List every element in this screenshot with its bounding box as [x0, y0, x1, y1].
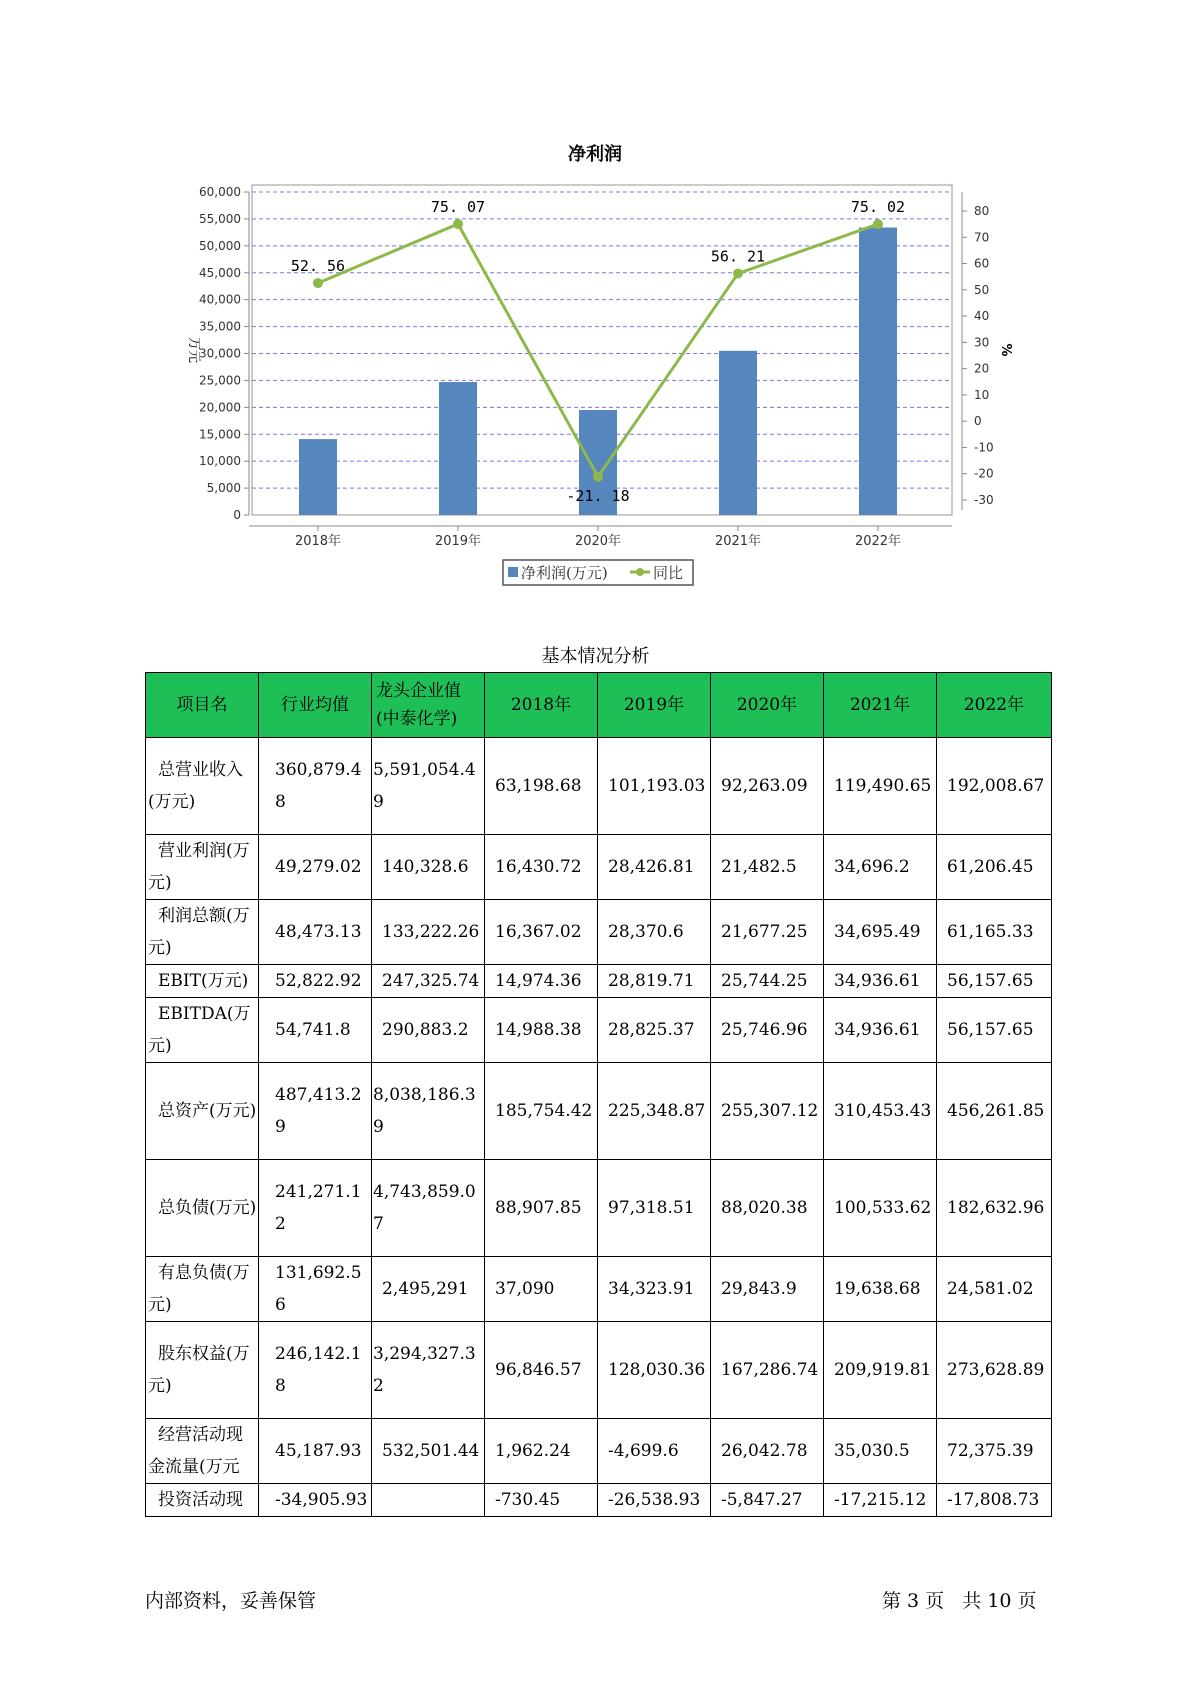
table-cell: 140,328.6	[372, 835, 485, 900]
x-tick-label: 2021年	[714, 534, 762, 549]
table-cell: -26,538.93	[598, 1484, 711, 1517]
table-cell: -4,699.6	[598, 1419, 711, 1484]
table-cell: 28,426.81	[598, 835, 711, 900]
table-row	[146, 1063, 1052, 1160]
x-tick-label: 2019年	[434, 534, 482, 549]
table-row	[146, 738, 1052, 835]
table-cell: 3,294,327.32	[372, 1322, 485, 1419]
table-cell: 37,090	[485, 1257, 598, 1322]
right-tick-label: -10	[974, 440, 994, 455]
right-tick-label: 60	[974, 256, 990, 271]
column-header: 2021年	[824, 673, 937, 738]
table-cell: 14,974.36	[485, 965, 598, 998]
right-axis	[962, 192, 994, 510]
table-cell: 34,696.2	[824, 835, 937, 900]
footer-confidential-note: 内部资料，妥善保管	[145, 1590, 317, 1612]
row-label: EBITDA(万元)	[146, 998, 259, 1063]
legend-bar-label: 净利润(万元)	[521, 564, 608, 582]
table-cell: 2,495,291	[372, 1257, 485, 1322]
table-cell: 26,042.78	[711, 1419, 824, 1484]
table-cell: 209,919.81	[824, 1322, 937, 1419]
table-cell: 61,206.45	[937, 835, 1052, 900]
row-label: 经营活动现金流量(万元	[146, 1419, 259, 1484]
table-cell: 34,936.61	[824, 965, 937, 998]
net-profit-chart	[0, 0, 1191, 600]
column-header: 龙头企业值(中泰化学)	[372, 673, 485, 738]
left-axis	[199, 185, 249, 522]
footer-page-number: 第 3 页 共 10 页	[882, 1590, 1037, 1612]
table-cell: -17,215.12	[824, 1484, 937, 1517]
left-tick-label: 55,000	[199, 211, 241, 226]
table-cell: 56,157.65	[937, 998, 1052, 1063]
table-cell: 1,962.24	[485, 1419, 598, 1484]
table-cell: 45,187.93	[259, 1419, 372, 1484]
legend-line-marker	[636, 568, 644, 576]
y-axis-label: 万元	[186, 336, 201, 364]
table-row	[146, 835, 1052, 900]
right-tick-label: 70	[974, 230, 990, 245]
left-tick-label: 20,000	[199, 400, 241, 415]
column-header: 2022年	[937, 673, 1052, 738]
left-tick-label: 0	[233, 508, 241, 522]
yoy-data-label: 52. 56	[290, 257, 346, 276]
right-tick-label: -20	[974, 466, 994, 481]
x-tick-label: 2018年	[294, 534, 342, 549]
right-tick-label: 80	[974, 204, 990, 218]
table-row	[146, 965, 1052, 998]
table-cell: 63,198.68	[485, 738, 598, 835]
table-cell: 101,193.03	[598, 738, 711, 835]
yoy-data-label: 75. 02	[850, 198, 906, 217]
left-tick-label: 15,000	[199, 427, 241, 442]
row-label: EBIT(万元)	[146, 965, 259, 998]
row-label: 股东权益(万元)	[146, 1322, 259, 1419]
table-cell: 56,157.65	[937, 965, 1052, 998]
right-tick-label: 0	[974, 414, 982, 429]
x-tick-label: 2020年	[574, 534, 622, 549]
table-cell: 52,822.92	[259, 965, 372, 998]
left-tick-label: 40,000	[199, 292, 241, 307]
table-cell: 14,988.38	[485, 998, 598, 1063]
y2-axis-label: %	[998, 343, 1013, 357]
right-tick-label: 50	[974, 282, 990, 297]
table-cell: 34,323.91	[598, 1257, 711, 1322]
table-cell: 167,286.74	[711, 1322, 824, 1419]
row-label: 利润总额(万元)	[146, 900, 259, 965]
table-cell: 360,879.48	[259, 738, 372, 835]
x-axis	[249, 526, 952, 549]
table-row	[146, 900, 1052, 965]
row-label: 总营业收入(万元)	[146, 738, 259, 835]
column-header: 项目名	[146, 673, 259, 738]
table-cell: 255,307.12	[711, 1063, 824, 1160]
left-tick-label: 5,000	[206, 481, 241, 496]
table-cell: 16,367.02	[485, 900, 598, 965]
row-label: 营业利润(万元)	[146, 835, 259, 900]
bar	[719, 351, 757, 515]
table-cell: 532,501.44	[372, 1419, 485, 1484]
left-tick-label: 10,000	[199, 454, 241, 469]
legend-bar-swatch	[508, 567, 518, 577]
table-cell: 192,008.67	[937, 738, 1052, 835]
left-tick-label: 30,000	[199, 346, 241, 361]
right-tick-label: 30	[974, 335, 990, 350]
table-cell	[372, 1484, 485, 1517]
table-cell: 34,695.49	[824, 900, 937, 965]
table-cell: 25,744.25	[711, 965, 824, 998]
column-header: 行业均值	[259, 673, 372, 738]
yoy-point	[593, 472, 603, 482]
table-cell: 4,743,859.07	[372, 1160, 485, 1257]
table-cell: 28,825.37	[598, 998, 711, 1063]
table-title: 基本情况分析	[541, 646, 650, 667]
table-cell: 290,883.2	[372, 998, 485, 1063]
table-header-row	[146, 673, 1052, 738]
bar	[439, 382, 477, 515]
table-row	[146, 1484, 1052, 1517]
table-cell: 35,030.5	[824, 1419, 937, 1484]
table-row	[146, 1419, 1052, 1484]
column-header: 2020年	[711, 673, 824, 738]
table-cell: 48,473.13	[259, 900, 372, 965]
table-cell: 128,030.36	[598, 1322, 711, 1419]
yoy-data-label: 75. 07	[430, 197, 486, 216]
yoy-data-label: -21. 18	[566, 486, 630, 505]
table-cell: 487,413.29	[259, 1063, 372, 1160]
table-cell: 119,490.65	[824, 738, 937, 835]
table-row	[146, 1257, 1052, 1322]
row-label: 投资活动现	[146, 1484, 259, 1517]
table-cell: 185,754.42	[485, 1063, 598, 1160]
table-row	[146, 1322, 1052, 1419]
table-cell: -17,808.73	[937, 1484, 1052, 1517]
column-header: 2019年	[598, 673, 711, 738]
table-cell: -5,847.27	[711, 1484, 824, 1517]
table-cell: 92,263.09	[711, 738, 824, 835]
table-cell: 273,628.89	[937, 1322, 1052, 1419]
yoy-point	[733, 269, 743, 279]
table-cell: 24,581.02	[937, 1257, 1052, 1322]
legend-line-label: 同比	[653, 564, 684, 582]
table-cell: 28,370.6	[598, 900, 711, 965]
right-tick-label: 10	[974, 387, 990, 402]
analysis-table	[145, 672, 1052, 1517]
right-tick-label: -30	[974, 493, 994, 507]
row-label: 总负债(万元)	[146, 1160, 259, 1257]
left-tick-label: 50,000	[199, 238, 241, 253]
table-cell: 21,482.5	[711, 835, 824, 900]
yoy-point	[453, 219, 463, 229]
table-cell: 246,142.18	[259, 1322, 372, 1419]
yoy-point	[313, 278, 323, 288]
table-cell: 28,819.71	[598, 965, 711, 998]
table-cell: 247,325.74	[372, 965, 485, 998]
table-cell: 49,279.02	[259, 835, 372, 900]
column-header: 2018年	[485, 673, 598, 738]
table-cell: 96,846.57	[485, 1322, 598, 1419]
row-label: 总资产(万元)	[146, 1063, 259, 1160]
yoy-data-label: 56. 21	[710, 247, 766, 266]
table-cell: 54,741.8	[259, 998, 372, 1063]
bar	[859, 228, 897, 515]
table-cell: -34,905.93	[259, 1484, 372, 1517]
table-cell: 133,222.26	[372, 900, 485, 965]
table-cell: 16,430.72	[485, 835, 598, 900]
left-tick-label: 60,000	[199, 185, 241, 199]
table-cell: 225,348.87	[598, 1063, 711, 1160]
left-tick-label: 35,000	[199, 319, 241, 334]
row-label: 有息负债(万元)	[146, 1257, 259, 1322]
x-tick-label: 2022年	[854, 534, 902, 549]
table-cell: 88,020.38	[711, 1160, 824, 1257]
table-cell: 97,318.51	[598, 1160, 711, 1257]
table-cell: 88,907.85	[485, 1160, 598, 1257]
table-cell: 25,746.96	[711, 998, 824, 1063]
left-tick-label: 25,000	[199, 373, 241, 388]
chart-legend	[503, 560, 693, 585]
left-tick-label: 45,000	[199, 265, 241, 280]
bar	[299, 439, 337, 515]
right-tick-label: 40	[974, 309, 990, 324]
table-row	[146, 998, 1052, 1063]
table-row	[146, 1160, 1052, 1257]
yoy-point	[873, 219, 883, 229]
table-cell: 19,638.68	[824, 1257, 937, 1322]
table-cell: 131,692.56	[259, 1257, 372, 1322]
table-cell: 456,261.85	[937, 1063, 1052, 1160]
table-cell: 72,375.39	[937, 1419, 1052, 1484]
table-cell: -730.45	[485, 1484, 598, 1517]
chart-title: 净利润	[568, 144, 622, 165]
table-cell: 21,677.25	[711, 900, 824, 965]
table-cell: 241,271.12	[259, 1160, 372, 1257]
table-body	[146, 738, 1052, 1517]
table-cell: 5,591,054.49	[372, 738, 485, 835]
table-cell: 8,038,186.39	[372, 1063, 485, 1160]
table-cell: 61,165.33	[937, 900, 1052, 965]
table-cell: 29,843.9	[711, 1257, 824, 1322]
table-cell: 310,453.43	[824, 1063, 937, 1160]
table-cell: 34,936.61	[824, 998, 937, 1063]
table-cell: 182,632.96	[937, 1160, 1052, 1257]
table-cell: 100,533.62	[824, 1160, 937, 1257]
right-tick-label: 20	[974, 361, 990, 376]
